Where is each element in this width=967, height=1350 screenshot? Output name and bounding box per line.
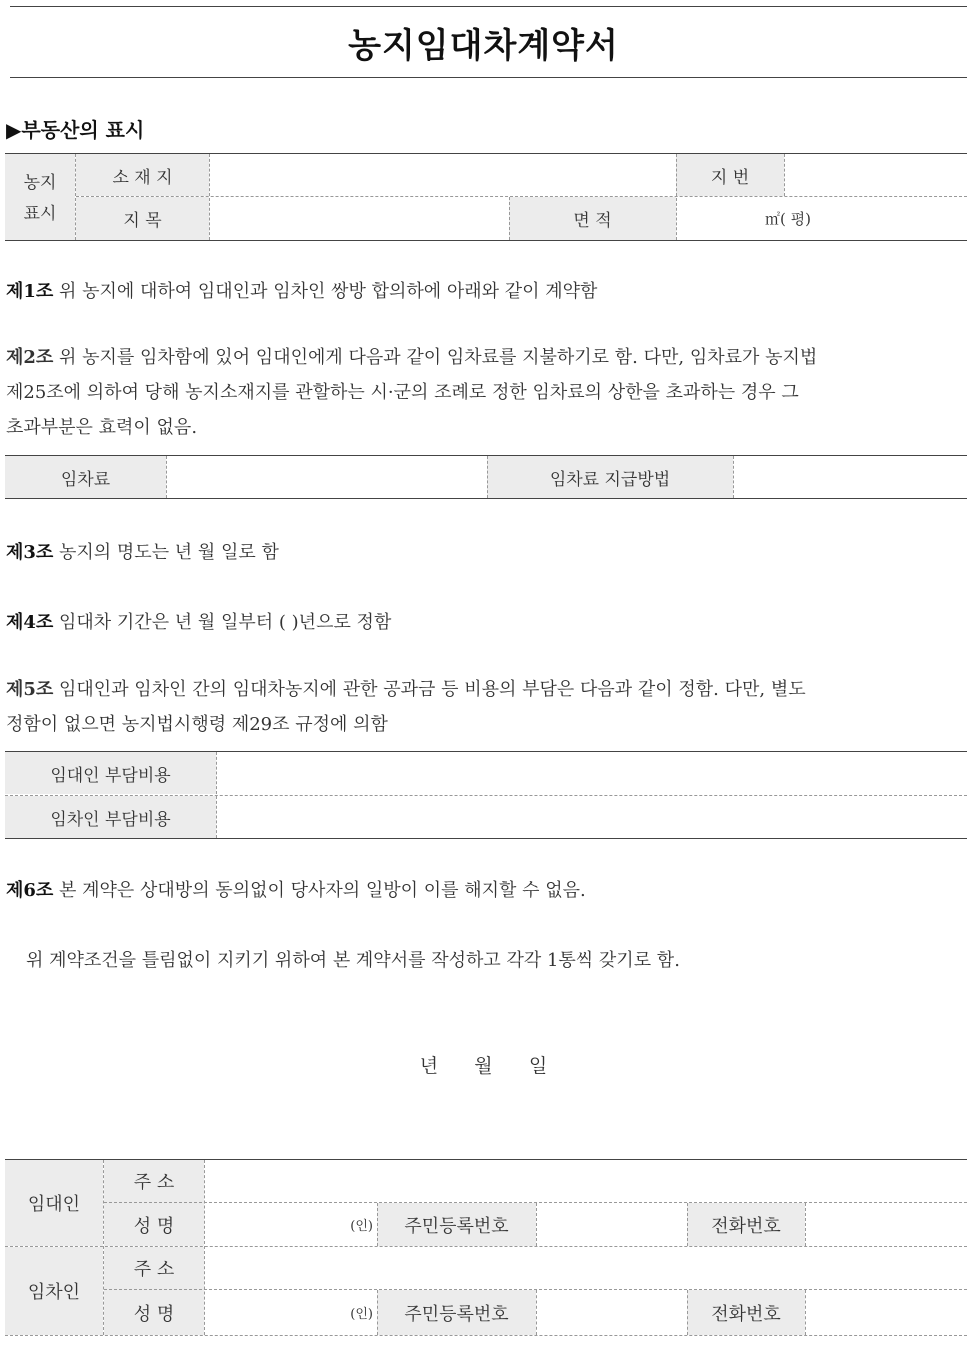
lessee-label: 임차인	[27, 1282, 81, 1303]
clause-1-number: 제1조	[6, 281, 54, 302]
clause-1	[6, 277, 597, 303]
area-label: 면 적	[573, 211, 612, 231]
clause-3-text: 농지의 명도는 년 월 일로 함	[53, 542, 279, 563]
lessor-seal-mark: (인)	[350, 1219, 373, 1234]
clause-5-line-2: 정함이 없으면 농지법시행령 제29조 규정에 의함	[6, 714, 388, 735]
clause-3-number: 제3조	[6, 542, 54, 563]
lessor-phone-field[interactable]	[806, 1204, 966, 1245]
lessee-cost-field[interactable]	[217, 797, 965, 837]
clause-2-line-1: 위 농지를 임차함에 있어 임대인에게 다음과 같이 임차료를 지불하기로 함. 다만, 임차료가 농지법	[53, 347, 818, 368]
clause-2-number: 제2조	[6, 347, 54, 368]
clause-5-number: 제5조	[6, 679, 54, 700]
clause-5-line-1: 임대인과 임차인 간의 임대차농지에 관한 공과금 등 비용의 부담은 다음과 같이 정함. 다만, 별도	[53, 679, 806, 700]
land-table-bottom	[5, 240, 967, 241]
parties-table-bottom	[5, 1335, 967, 1336]
clause-2-line-3: 초과부분은 효력이 없음.	[6, 417, 198, 438]
clause-3	[6, 538, 279, 564]
rent-label: 임차료	[60, 469, 111, 490]
clause-5	[6, 672, 967, 742]
lessor-name-field[interactable]	[205, 1203, 373, 1246]
lessee-cost-label: 임차인 부담비용	[50, 809, 171, 830]
lessor-name-label: 성 명	[133, 1215, 175, 1237]
lessee-address-field[interactable]	[205, 1248, 965, 1288]
land-group-label-1: 농지	[23, 172, 57, 193]
lessor-cost-label: 임대인 부담비용	[50, 765, 171, 786]
clause-6-text: 본 계약은 상대방의 동의없이 당사자의 일방이 이를 해지할 수 없음.	[53, 880, 586, 901]
clause-6-number: 제6조	[6, 880, 54, 901]
lessor-rrn-label: 주민등록번호	[404, 1215, 509, 1237]
clause-4	[6, 608, 391, 634]
location-field[interactable]	[210, 155, 675, 195]
clause-6	[6, 876, 586, 902]
lot-label: 지 번	[710, 167, 750, 188]
lessor-address-label: 주 소	[133, 1172, 175, 1193]
lessee-seal-mark: (인)	[350, 1307, 373, 1322]
lessee-name-field[interactable]	[205, 1290, 373, 1335]
lessee-rrn-label: 주민등록번호	[404, 1303, 509, 1325]
payment-method-label: 임차료 지급방법	[549, 469, 671, 490]
cost-table-bottom	[5, 838, 967, 839]
lessee-phone-field[interactable]	[806, 1291, 966, 1334]
title-top-rule	[10, 6, 967, 7]
payment-method-field[interactable]	[734, 457, 966, 497]
lessor-label: 임대인	[27, 1194, 81, 1215]
lessor-rrn-field[interactable]	[537, 1204, 686, 1245]
category-field[interactable]	[210, 198, 508, 239]
lessor-cost-field[interactable]	[217, 753, 965, 793]
location-label: 소 재 지	[112, 167, 173, 188]
lessee-phone-label: 전화번호	[711, 1303, 781, 1325]
contract-date: 년 월 일	[419, 1055, 548, 1077]
rent-table-bottom	[5, 498, 967, 499]
area-field[interactable]: ㎡( 평)	[765, 210, 811, 228]
land-group-label-2: 표시	[23, 203, 57, 224]
clause-1-text: 위 농지에 대하여 임대인과 임차인 쌍방 합의하에 아래와 같이 계약함	[53, 281, 598, 302]
category-label: 지 목	[123, 211, 162, 231]
lessor-phone-label: 전화번호	[711, 1215, 781, 1237]
rent-field[interactable]	[167, 457, 486, 497]
lessor-address-field[interactable]	[205, 1161, 965, 1201]
document-title: 농지임대차계약서	[348, 26, 619, 66]
clause-4-number: 제4조	[6, 612, 54, 633]
section-heading: ▶부동산의 표시	[6, 118, 145, 142]
lessee-rrn-field[interactable]	[537, 1291, 686, 1334]
lessee-name-label: 성 명	[133, 1303, 175, 1325]
lessee-address-label: 주 소	[133, 1259, 175, 1280]
clause-4-text: 임대차 기간은 년 월 일부터 ( )년으로 정함	[53, 612, 392, 633]
clause-2-line-2: 제25조에 의하여 당해 농지소재지를 관할하는 시·군의 조례로 정한 임차료의 상한을 초과하는 경우 그	[6, 382, 799, 403]
clause-2	[6, 340, 967, 445]
closing-sentence: 위 계약조건을 틀림없이 지키기 위하여 본 계약서를 작성하고 각각 1통씩 갖기로 함.	[26, 950, 680, 971]
lot-field[interactable]	[785, 155, 965, 195]
title-bottom-rule	[10, 77, 967, 78]
